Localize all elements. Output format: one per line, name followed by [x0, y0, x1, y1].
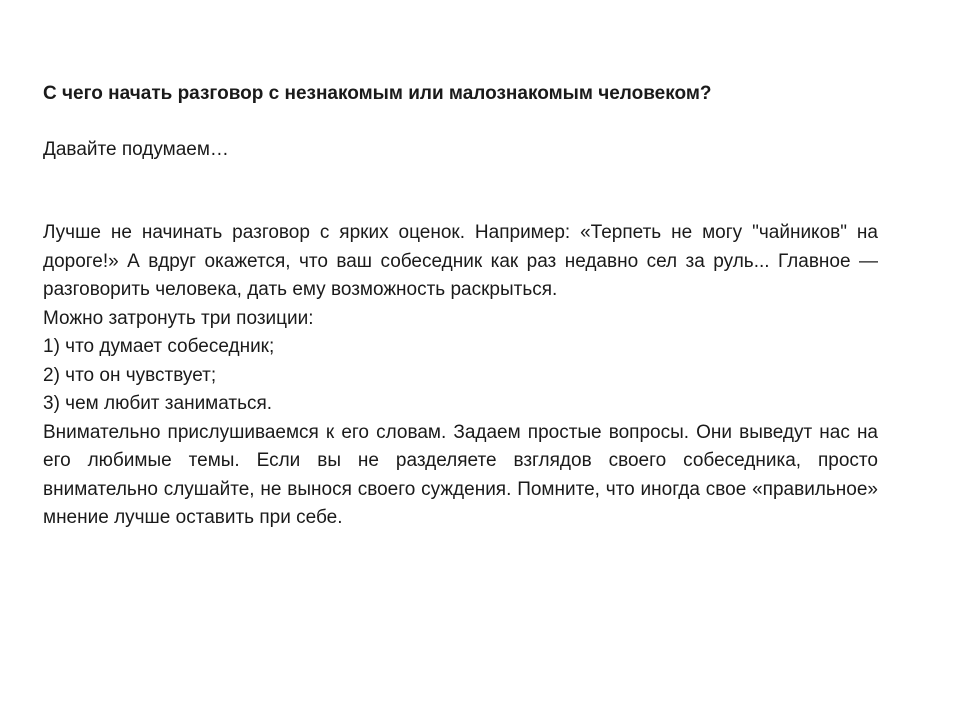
body-text	[43, 219, 878, 533]
position-item-3: 3) чем любит заниматься.	[43, 393, 273, 414]
paragraph-advice: Лучше не начинать разговор с ярких оценок. Например: «Терпеть не могу "чайников" на дороге!» А вдруг окажется, что ваш собеседник как раз недавно сел за руль... Главное — разговорить человека, дать ему возможность раскрыться.	[43, 222, 878, 300]
intro-text: Давайте подумаем…	[43, 139, 229, 160]
positions-intro: Можно затронуть три позиции:	[43, 307, 314, 329]
paragraph-listening: Внимательно прислушиваемся к его словам. Задаем простые вопросы. Они выведут нас на его любимые темы. Если вы не разделяете взглядов своего собеседника, просто внимательно слушайте, не вынося своего суждения. Помните, что иногда свое «правильное» мнение лучше оставить при себе.	[43, 421, 878, 528]
slide-content	[43, 80, 878, 533]
position-item-2: 2) что он чувствует;	[43, 364, 217, 386]
position-item-1: 1) что думает собеседник;	[43, 336, 275, 357]
slide-title: С чего начать разговор с незнакомым или малознакомым человеком?	[43, 83, 712, 104]
